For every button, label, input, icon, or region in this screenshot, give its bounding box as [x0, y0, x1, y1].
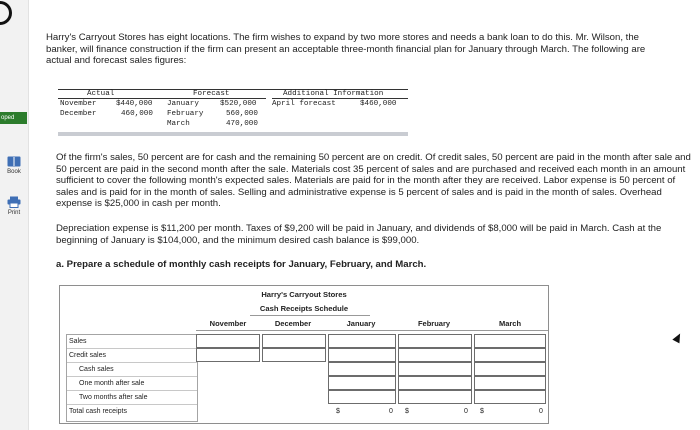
- input-sales-january[interactable]: [328, 334, 396, 348]
- input-sales-february[interactable]: [398, 334, 472, 348]
- total-march-value: 0: [539, 408, 543, 415]
- input-credit-november[interactable]: [196, 348, 260, 362]
- col-november: November: [209, 319, 247, 328]
- input-two-months-february[interactable]: [398, 390, 472, 404]
- row1-actual-month: November: [60, 100, 97, 108]
- row3-forecast-month: March: [167, 120, 190, 128]
- total-march-symbol: $: [480, 408, 484, 415]
- col-february: February: [417, 319, 451, 328]
- row2-actual-value: 460,000: [121, 110, 153, 118]
- col-actual: Actual: [87, 90, 115, 98]
- book-label: Book: [7, 169, 21, 175]
- col-december: December: [274, 319, 312, 328]
- row2-forecast-month: February: [167, 110, 204, 118]
- row-label-one-month-after: One month after sale: [67, 377, 197, 391]
- row1-forecast-value: $520,000: [220, 100, 257, 108]
- input-one-month-january[interactable]: [328, 376, 396, 390]
- input-cash-january[interactable]: [328, 362, 396, 376]
- print-label: Print: [7, 210, 21, 216]
- mouse-cursor-icon: [672, 332, 683, 344]
- input-cash-february[interactable]: [398, 362, 472, 376]
- row1-info-value: $460,000: [360, 100, 397, 108]
- question-a-text: a. Prepare a schedule of monthly cash receipts for January, February, and March.: [56, 259, 427, 270]
- input-one-month-february[interactable]: [398, 376, 472, 390]
- cash-receipts-schedule: [59, 285, 549, 424]
- row-label-total: Total cash receipts: [69, 408, 127, 415]
- schedule-subtitle: Cash Receipts Schedule: [259, 304, 349, 313]
- column-header-rule: [196, 330, 548, 331]
- printer-icon: [7, 196, 21, 208]
- row-label-cash-sales: Cash sales: [67, 363, 197, 377]
- row3-forecast-value: 470,000: [226, 120, 258, 128]
- input-sales-november[interactable]: [196, 334, 260, 348]
- input-one-month-march[interactable]: [474, 376, 546, 390]
- book-icon: [7, 156, 21, 167]
- col-additional-info: Additional Information: [283, 90, 384, 98]
- ebook-button[interactable]: [1, 156, 27, 175]
- subtitle-rule: [250, 315, 370, 316]
- intro-paragraph: Harry's Carryout Stores has eight locations. The firm wishes to expand by two more stores and needs a bank loan to do this. Mr. Wilson, the banker, will finance construction if the firm can present an acceptable three-month financial plan for January through March. The following are actual and forecast sales figures:: [46, 32, 646, 67]
- progress-ring-icon: [0, 1, 12, 25]
- table-bottom-bar: [58, 132, 408, 136]
- total-february-symbol: $: [405, 408, 409, 415]
- total-january-symbol: $: [336, 408, 340, 415]
- row1-info-label: April forecast: [272, 100, 336, 108]
- col-forecast: Forecast: [193, 90, 230, 98]
- assumptions-paragraph: Of the firm's sales, 50 percent are for cash and the remaining 50 percent are on credit. Of credit sales, 50 percent are paid in the month after sale and 50 percent are paid in the second month after the sale. Materials cost 35 percent of sales and are purchased and received each month in an amount sufficient to cover the following month's expected sales. Materials are paid for in the month after they are received. Labor expense is 50 percent of sales and is paid for in the month of sales. Selling and administrative expense is 5 percent of sales and is paid in the month of sales. Overhead expense is $25,000 in cash per month.: [56, 152, 691, 210]
- input-two-months-march[interactable]: [474, 390, 546, 404]
- total-february-value: 0: [464, 408, 468, 415]
- row-label-credit-sales: Credit sales: [67, 349, 197, 363]
- sidebar-tab[interactable]: oped: [0, 112, 27, 124]
- row2-forecast-value: 560,000: [226, 110, 258, 118]
- input-credit-february[interactable]: [398, 348, 472, 362]
- question-a: [56, 259, 656, 271]
- input-credit-january[interactable]: [328, 348, 396, 362]
- expenses-paragraph: Depreciation expense is $11,200 per month. Taxes of $9,200 will be paid in January, and dividends of $8,000 will be paid in March. Cash at the beginning of January is $104,000, and the minimum desired cash balance is $99,000.: [56, 223, 662, 246]
- input-sales-march[interactable]: [474, 334, 546, 348]
- row-labels: [66, 334, 198, 422]
- left-sidebar: [0, 0, 29, 430]
- col-march: March: [498, 319, 522, 328]
- row-label-sales: Sales: [67, 335, 197, 349]
- print-button[interactable]: [1, 196, 27, 216]
- row1-actual-value: $440,000: [116, 100, 153, 108]
- input-sales-december[interactable]: [262, 334, 326, 348]
- total-january-value: 0: [389, 408, 393, 415]
- row2-actual-month: December: [60, 110, 97, 118]
- row1-forecast-month: January: [167, 100, 199, 108]
- col-january: January: [346, 319, 376, 328]
- input-cash-march[interactable]: [474, 362, 546, 376]
- row-label-two-months-after: Two months after sale: [67, 391, 197, 405]
- input-credit-march[interactable]: [474, 348, 546, 362]
- input-two-months-january[interactable]: [328, 390, 396, 404]
- schedule-title: Harry's Carryout Stores: [261, 290, 347, 299]
- input-credit-december[interactable]: [262, 348, 326, 362]
